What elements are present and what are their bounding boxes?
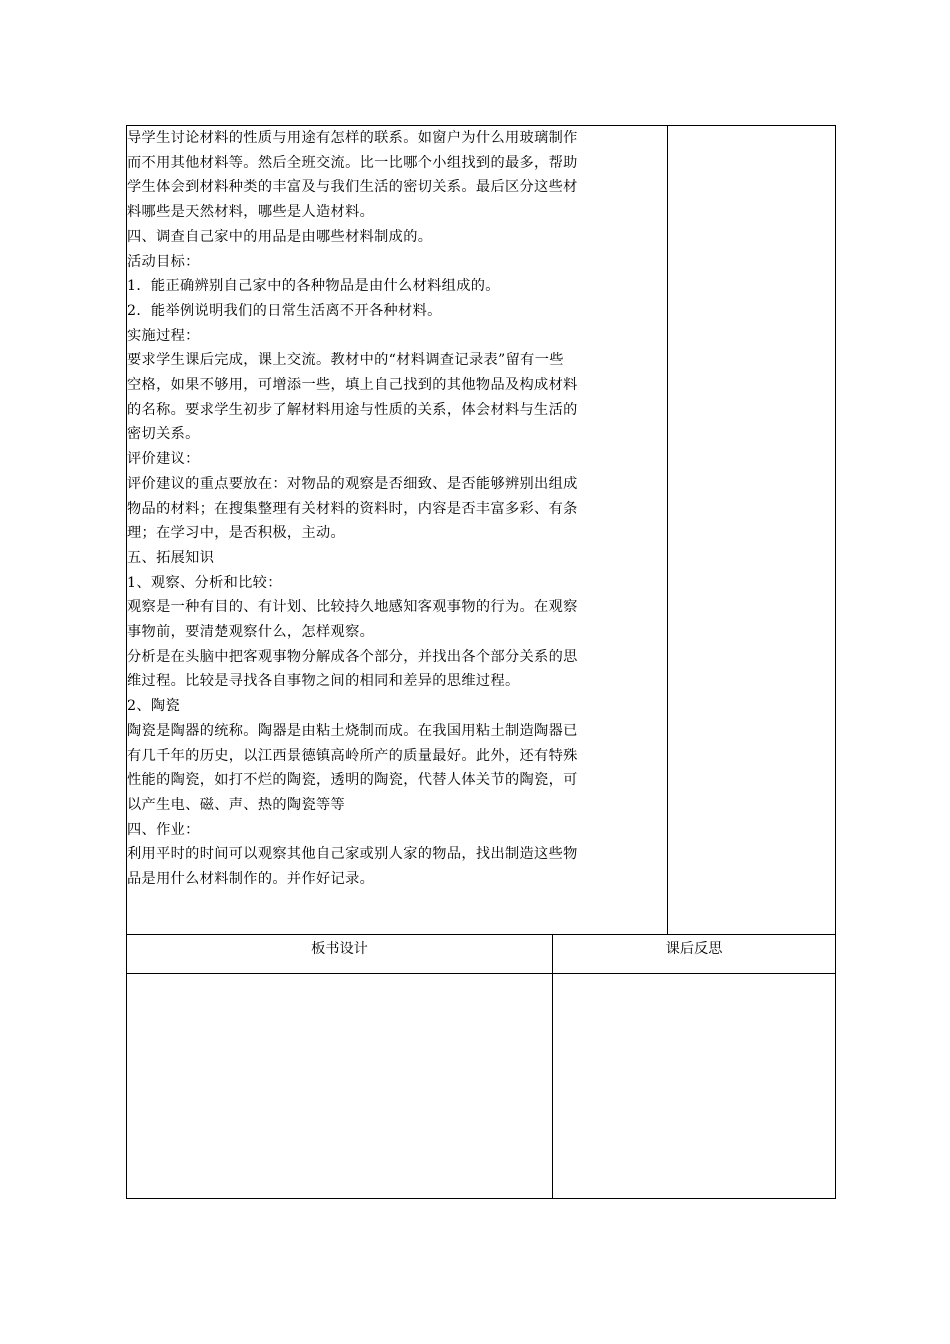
content-line: 观察是一种有目的、有计划、比较持久地感知客观事物的行为。在观察	[127, 599, 578, 616]
board-design-header	[127, 935, 553, 974]
lesson-content-text	[127, 126, 667, 892]
content-line: 1、观察、分析和比较：	[127, 574, 282, 591]
footer-header-row	[127, 935, 836, 974]
content-line: 1．能正确辨别自己家中的各种物品是由什么材料组成的。	[127, 278, 500, 295]
notes-column-blank	[668, 126, 836, 935]
content-line: 物品的材料；在搜集整理有关材料的资料时，内容是否丰富多彩、有条	[127, 500, 578, 517]
content-line: 性能的陶瓷，如打不烂的陶瓷，透明的陶瓷，代替人体关节的陶瓷，可	[127, 772, 578, 789]
content-line: 品是用什么材料制作的。并作好记录。	[127, 871, 375, 888]
content-line: 评价建议：	[127, 451, 200, 468]
reflection-label: 课后反思	[665, 941, 723, 957]
content-line: 活动目标：	[127, 253, 200, 270]
content-line: 维过程。比较是寻找各自事物之间的相同和差异的思维过程。	[127, 673, 520, 690]
content-line: 料哪些是天然材料，哪些是人造材料。	[127, 204, 375, 221]
content-line: 空格，如果不够用，可增添一些，填上自己找到的其他物品及构成材料	[127, 377, 578, 394]
content-line: 五、拓展知识	[127, 549, 215, 566]
content-line: 陶瓷是陶器的统称。陶器是由粘土烧制而成。在我国用粘土制造陶器已	[127, 722, 578, 739]
content-line: 2．能举例说明我们的日常生活离不开各种材料。	[127, 302, 442, 319]
reflection-area	[553, 974, 836, 1199]
content-row	[127, 126, 836, 935]
content-line: 四、作业：	[127, 821, 200, 838]
content-line: 要求学生课后完成，课上交流。教材中的“材料调查记录表”留有一些	[127, 352, 564, 369]
content-line: 理；在学习中，是否积极，主动。	[127, 525, 346, 542]
content-line: 以产生电、磁、声、热的陶瓷等等	[127, 796, 346, 813]
board-design-label: 板书设计	[311, 941, 368, 957]
content-line: 的名称。要求学生初步了解材料用途与性质的关系，体会材料与生活的	[127, 401, 578, 418]
content-line: 评价建议的重点要放在：对物品的观察是否细致、是否能够辨别出组成	[127, 475, 578, 492]
lesson-plan-table	[126, 125, 836, 1199]
content-line: 有几千年的历史，以江西景德镇高岭所产的质量最好。此外，还有特殊	[127, 747, 578, 764]
content-line: 而不用其他材料等。然后全班交流。比一比哪个小组找到的最多，帮助	[127, 154, 578, 171]
content-line: 四、调查自己家中的用品是由哪些材料制成的。	[127, 228, 433, 245]
content-line: 利用平时的时间可以观察其他自己家或别人家的物品，找出制造这些物	[127, 846, 578, 863]
content-line: 事物前，要清楚观察什么，怎样观察。	[127, 624, 375, 641]
footer-body-row	[127, 974, 836, 1199]
content-line: 分析是在头脑中把客观事物分解成各个部分，并找出各个部分关系的思	[127, 648, 578, 665]
content-line: 学生体会到材料种类的丰富及与我们生活的密切关系。最后区分这些材	[127, 179, 578, 196]
reflection-header	[553, 935, 836, 974]
lesson-content-cell	[127, 126, 668, 935]
content-line: 导学生讨论材料的性质与用途有怎样的联系。如窗户为什么用玻璃制作	[127, 130, 578, 146]
content-line: 密切关系。	[127, 426, 200, 443]
content-line: 实施过程：	[127, 327, 200, 344]
board-design-area	[127, 974, 553, 1199]
content-line: 2、陶瓷	[127, 698, 180, 715]
